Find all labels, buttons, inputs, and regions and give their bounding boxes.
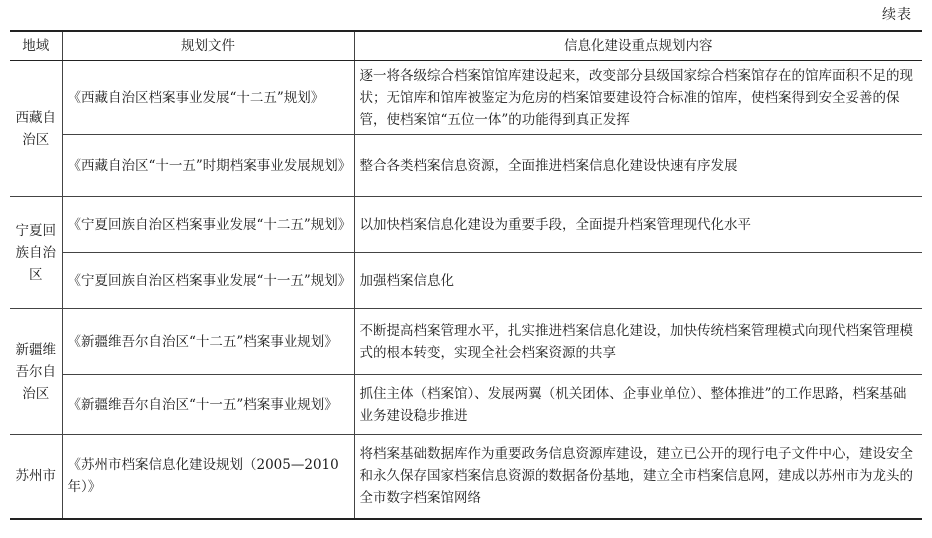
document-cell: 《苏州市档案信息化建设规划（2005—2010年）》: [62, 435, 354, 519]
region-cell: 新疆维吾尔自治区: [10, 309, 62, 435]
region-cell: 苏州市: [10, 435, 62, 519]
content-cell: 将档案基础数据库作为重要政务信息资源库建设，建立已公开的现行电子文件中心，建设安全和永久保存国家档案信息资源的数据备份基地，建立全市档案信息网，建成以苏州市为龙头的全市数字档案馆网络: [354, 435, 922, 519]
header-document: 规划文件: [62, 31, 354, 61]
table-row: [10, 375, 922, 435]
region-cell: 宁夏回族自治区: [10, 197, 62, 309]
document-cell: 《新疆维吾尔自治区“十二五”档案事业规划》: [62, 309, 354, 375]
document-cell: 《宁夏回族自治区档案事业发展“十二五”规划》: [62, 197, 354, 253]
table-row: [10, 197, 922, 253]
document-cell: 《宁夏回族自治区档案事业发展“十一五”规划》: [62, 253, 354, 309]
content-cell: 以加快档案信息化建设为重要手段，全面提升档案管理现代化水平: [354, 197, 922, 253]
document-cell: 《西藏自治区档案事业发展“十二五”规划》: [62, 61, 354, 135]
document-cell: 《西藏自治区“十一五”时期档案事业发展规划》: [62, 135, 354, 197]
content-cell: 不断提高档案管理水平，扎实推进档案信息化建设，加快传统档案管理模式向现代档案管理模式的根本转变，实现全社会档案资源的共享: [354, 309, 922, 375]
region-cell: 西藏自治区: [10, 61, 62, 197]
table-row: [10, 435, 922, 519]
table-row: [10, 253, 922, 309]
continued-label: 续表: [882, 7, 912, 23]
table-row: [10, 135, 922, 197]
content-cell: 加强档案信息化: [354, 253, 922, 309]
header-content: 信息化建设重点规划内容: [354, 31, 922, 61]
content-cell: 逐一将各级综合档案馆馆库建设起来，改变部分县级国家综合档案馆存在的馆库面积不足的现状；无馆库和馆库被鉴定为危房的档案馆要建设符合标准的馆库，使档案得到安全妥善的保管，使档案馆“五位一体”的功能得到真正发挥: [354, 61, 922, 135]
document-cell: 《新疆维吾尔自治区“十一五”档案事业规划》: [62, 375, 354, 435]
content-cell: 抓住主体（档案馆）、发展两翼（机关团体、企事业单位）、整体推进”的工作思路，档案基础业务建设稳步推进: [354, 375, 922, 435]
header-row: [10, 31, 922, 61]
table-row: [10, 309, 922, 375]
header-region: 地域: [10, 31, 62, 61]
table-row: [10, 61, 922, 135]
content-cell: 整合各类档案信息资源，全面推进档案信息化建设快速有序发展: [354, 135, 922, 197]
planning-table: [10, 30, 922, 520]
